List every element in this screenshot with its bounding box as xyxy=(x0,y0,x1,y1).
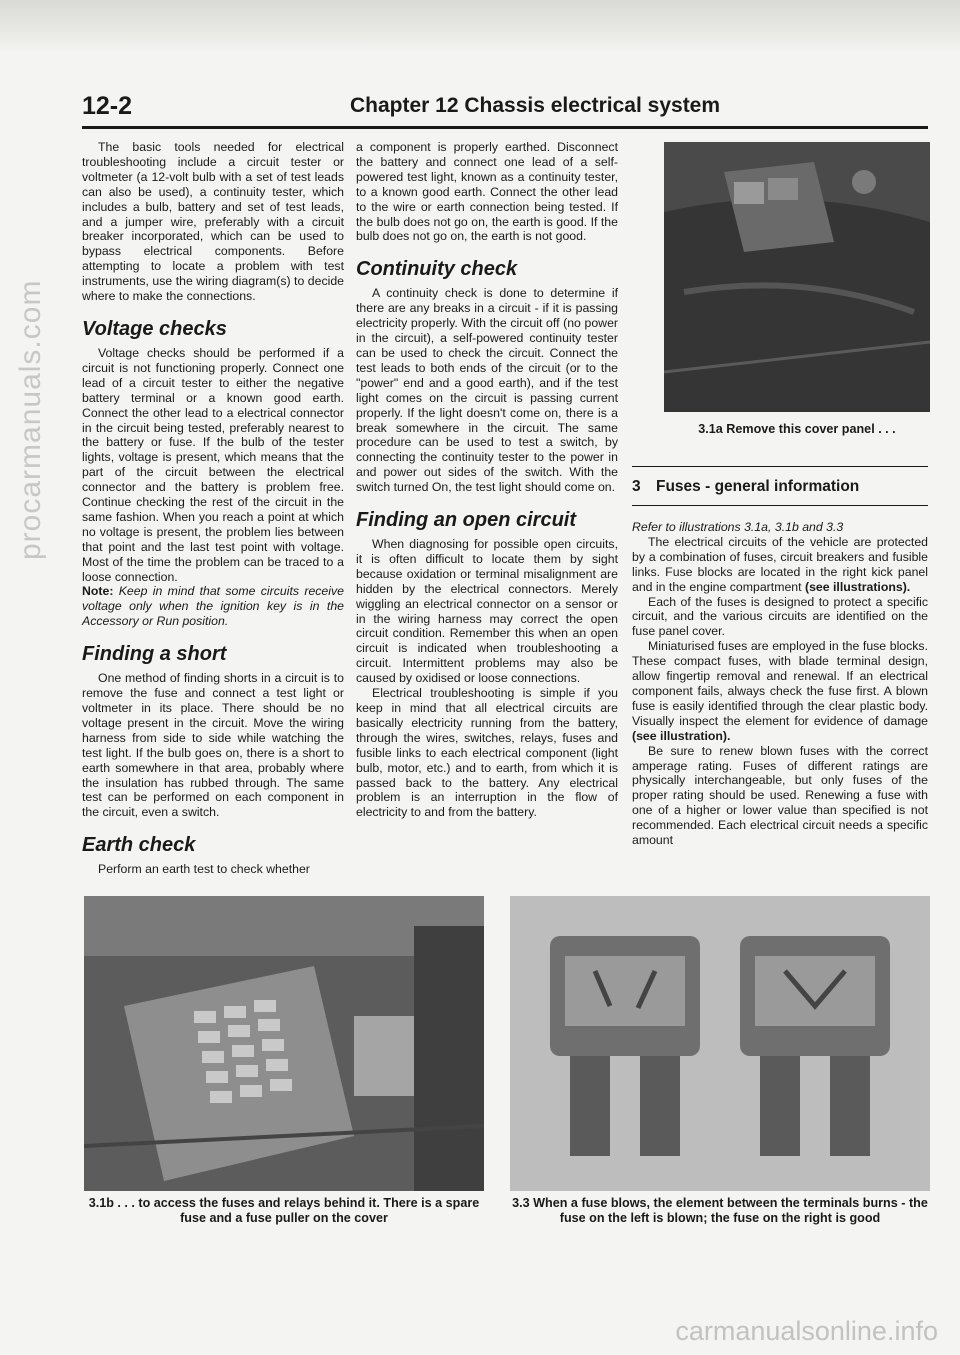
note-text: Keep in mind that some circuits receive voltage only when the ignition key is in the Accessory or Run position. xyxy=(82,584,344,629)
open-circuit-text-1: When diagnosing for possible open circuits, it is often difficult to locate them by sight because oxidation or terminal misalignment are hidden by the electrical connectors. Merely wiggling an electrical connector on a sensor or in the wiring harness may correct the open circuit condition. Remember this when an open circuit is indicated when troubleshooting a circuit. Intermittent problems may also be caused by oxidised or loose connections. xyxy=(356,537,618,686)
fig-3-1a-caption: 3.1a Remove this cover panel . . . xyxy=(698,422,896,436)
cover-panel-illustration xyxy=(664,142,930,412)
section-rule-bottom xyxy=(632,505,928,506)
voltage-note xyxy=(82,584,344,629)
fuses-paragraph-2: Each of the fuses is designed to protect a specific circuit, and the various circuits are identified on the fuse panel cover. xyxy=(632,594,928,639)
finding-short-text: One method of finding shorts in a circuit is to remove the fuse and connect a test light or voltmeter in its place. There should be no voltage present in the circuit. Move the wiring harness from side to side while watching the test light. If the bulb goes on, there is a short to earth somewhere in that area, probably where the insulation has rubbed through. The same test can be performed on each component in the circuit, even a switch. xyxy=(82,671,344,820)
column-3-text xyxy=(632,520,928,848)
fuses-p1-ref: (see illustrations). xyxy=(804,579,911,594)
header-rule xyxy=(82,126,928,129)
fuses-p3-ref: (see illustration). xyxy=(632,728,731,743)
note-label: Note: xyxy=(82,584,114,599)
bottom-watermark: carmanualsonline.info xyxy=(675,1316,938,1346)
section-3-heading xyxy=(632,478,928,496)
refer-illustrations: Refer to illustrations 3.1a, 3.1b and 3.3 xyxy=(632,520,844,534)
side-watermark: procarmanuals.com xyxy=(14,279,47,560)
fuses-p3-text: Miniaturised fuses are employed in the fuse blocks. These compact fuses, with blade terminal design, allow fingertip removal and renewal. If an electrical component fails, always check the fuse first. A blown fuse is easily identified through the clear plastic body. Visually inspect the element for evidence of damage xyxy=(632,639,928,728)
page-number: 12-2 xyxy=(82,92,133,120)
column-2 xyxy=(356,140,618,820)
continuity-check-heading: Continuity check xyxy=(356,258,518,281)
open-circuit-text-2: Electrical troubleshooting is simple if you keep in mind that all electrical circuits are basically electricity running from the battery, through the wires, switches, relays, fuses and fusible links to each electrical component (light bulb, motor, etc.) and to earth, from which it is passed back to the battery. Any electrical problem is an interruption in the flow of electricity to and from the battery. xyxy=(356,686,618,820)
photo-blown-fuse xyxy=(510,896,930,1191)
page-header xyxy=(82,88,928,128)
fuse-block-illustration xyxy=(84,896,484,1191)
fuses-paragraph-1 xyxy=(632,535,928,595)
fuses-paragraph-4: Be sure to renew blown fuses with the correct amperage rating. Fuses of different ratings are physically interchangeable, but only fuses of the proper rating should be used. Renewing a fuse with one of a higher or lower value than specified is not recommended. Each electrical circuit needs a specific amount xyxy=(632,743,928,848)
fig-3-1b-caption: 3.1b . . . to access the fuses and relays behind it. There is a spare fuse and a fuse puller on the cover xyxy=(88,1196,480,1225)
scan-shading xyxy=(0,0,960,52)
chapter-title: Chapter 12 Chassis electrical system xyxy=(350,94,721,117)
photo-cover-panel xyxy=(664,142,930,412)
section-number: 3 xyxy=(632,478,641,495)
fuses-p1-text: The electrical circuits of the vehicle are protected by a combination of fuses, circuit breakers and fusible links. Fuse blocks are located in the right kick panel and in the engine compartment xyxy=(632,534,928,594)
earth-check-text: Perform an earth test to check whether xyxy=(98,862,310,877)
section-title: Fuses - general information xyxy=(656,478,860,495)
column-1 xyxy=(82,140,344,877)
finding-short-heading: Finding a short xyxy=(82,643,227,666)
voltage-checks-text: Voltage checks should be performed if a circuit is not functioning properly. Connect one lead of a circuit tester to either the negative battery terminal or a known good earth. Connect the other lead to a electrical connector in the circuit being tested, preferably nearest to the battery or fuse. If the bulb of the tester lights, voltage is present, which means that the part of the circuit between the electrical connector and the battery is problem free. Continue checking the rest of the circuit in the same fashion. When you reach a point at which no voltage is present, the problem lies between that point and the last test point with voltage. Most of the time the problem can be traced to a loose connection. xyxy=(82,345,344,584)
fuses-paragraph-3 xyxy=(632,639,928,743)
intro-paragraph: The basic tools needed for electrical troubleshooting include a circuit tester or voltmeter (a 12-volt bulb with a set of test leads can also be used), a continuity tester, which includes a bulb, battery and set of test leads, and a jumper wire, preferably with a circuit breaker incorporated, which can be used to bypass electrical components. Before attempting to locate a problem with test instruments, use the wiring diagram(s) to decide where to make the connections. xyxy=(82,140,344,304)
open-circuit-heading: Finding an open circuit xyxy=(356,509,576,532)
blown-fuse-illustration xyxy=(510,896,930,1191)
voltage-checks-heading: Voltage checks xyxy=(82,317,227,340)
continuity-check-text: A continuity check is done to determine if there are any breaks in a circuit - if it is passing electricity properly. With the circuit off (no power in the circuit), a self-powered continuity tester can be used to check the circuit. Connect the test leads to both ends of the circuit (or to the "power" end and a good earth), and if the test light comes on the circuit is passing current properly. If the light doesn't come on, there is a break somewhere in the circuit. The same procedure can be used to test a switch, by connecting the continuity tester to the power in and power out sides of the switch. With the switch turned On, the test light should come on. xyxy=(356,286,618,495)
photo-fuse-block xyxy=(84,896,484,1191)
earth-check-continued: a component is properly earthed. Disconnect the battery and connect one lead of a self-powered test light, known as a continuity tester, to a known good earth. Connect the other lead to the wire or earth connection being tested. If the bulb does not go on, the earth is good. If the bulb does not go on, the earth is not good. xyxy=(356,140,618,244)
fig-3-3-caption: 3.3 When a fuse blows, the element between the terminals burns - the fuse on the left is blown; the fuse on the right is good xyxy=(512,1196,928,1225)
section-rule-top xyxy=(632,466,928,467)
earth-check-heading: Earth check xyxy=(82,834,196,857)
